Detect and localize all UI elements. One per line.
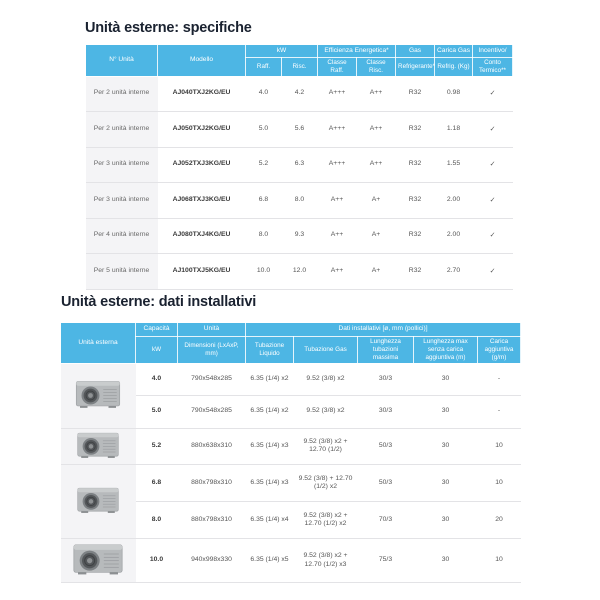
cell-tubazione-gas: 9.52 (3/8) x2 + 12.70 (1/2) x2 (294, 502, 358, 539)
column-header-classe-raff: Classe Raff. (318, 58, 357, 77)
cell-carica-aggiuntiva: 10 (478, 539, 521, 583)
cell-n-unita: Per 3 unità interne (86, 182, 158, 218)
table-row (61, 539, 521, 583)
cell-gas: R32 (396, 147, 435, 182)
cell-classe-risc: A+ (357, 182, 396, 218)
column-header-raff: Raff. (246, 58, 282, 77)
cell-capacita: 8.0 (136, 502, 178, 539)
cell-kw-risc: 8.0 (282, 182, 318, 218)
column-header-carica-bottom: Refrig. (Kg) (435, 58, 473, 77)
cell-kw-risc: 5.6 (282, 111, 318, 147)
column-header-unita-esterna: Unità esterna (61, 323, 136, 364)
column-header-gas-bottom: Refrigerante* (396, 58, 435, 77)
cell-n-unita: Per 4 unità interne (86, 218, 158, 253)
cell-lunghezza-massima: 30/3 (358, 363, 414, 395)
cell-lunghezza-massima: 30/3 (358, 395, 414, 428)
cell-tubazione-gas: 9.52 (3/8) x2 (294, 395, 358, 428)
cell-gas: R32 (396, 218, 435, 253)
table-row (86, 111, 513, 147)
column-group-efficienza: Efficienza Energetica* (318, 45, 396, 58)
cell-kw-raff: 4.0 (246, 76, 282, 111)
cell-classe-risc: A++ (357, 147, 396, 182)
cell-lunghezza-massima: 75/3 (358, 539, 414, 583)
table-row (86, 182, 513, 218)
cell-capacita: 6.8 (136, 465, 178, 502)
install-header-row-1 (61, 323, 521, 337)
cell-kw-risc: 12.0 (282, 253, 318, 289)
column-group-dati-installativi: Dati installativi [ø, mm (pollici)] (246, 323, 521, 337)
spec-header-row-1 (86, 45, 513, 58)
table-row (86, 253, 513, 289)
cell-lunghezza-massima: 50/3 (358, 465, 414, 502)
column-header-carica-top: Carica Gas (435, 45, 473, 58)
cell-kw-risc: 6.3 (282, 147, 318, 182)
outdoor-unit-image (77, 484, 119, 516)
cell-lunghezza-senza-carica: 30 (414, 363, 478, 395)
cell-modello: AJ100TXJ5KG/EU (158, 253, 246, 289)
cell-tubazione-liquido: 6.35 (1/4) x5 (246, 539, 294, 583)
cell-carica-aggiuntiva: 10 (478, 465, 521, 502)
checkmark-icon: ✓ (473, 76, 513, 111)
column-header-modello: Modello (158, 45, 246, 77)
cell-carica: 0.98 (435, 76, 473, 111)
cell-carica: 1.55 (435, 147, 473, 182)
cell-n-unita: Per 2 unità interne (86, 111, 158, 147)
column-header-capacita: Capacità (136, 323, 178, 337)
cell-classe-risc: A++ (357, 111, 396, 147)
cell-kw-raff: 5.2 (246, 147, 282, 182)
cell-capacita: 10.0 (136, 539, 178, 583)
cell-classe-raff: A++ (318, 182, 357, 218)
cell-classe-raff: A++ (318, 218, 357, 253)
cell-dimensioni: 880x798x310 (178, 465, 246, 502)
cell-classe-raff: A++ (318, 253, 357, 289)
column-header-classe-risc: Classe Risc. (357, 58, 396, 77)
outdoor-unit-image (75, 379, 121, 409)
cell-tubazione-liquido: 6.35 (1/4) x3 (246, 465, 294, 502)
cell-dimensioni: 790x548x285 (178, 363, 246, 395)
cell-carica: 2.00 (435, 182, 473, 218)
cell-modello: AJ080TXJ4KG/EU (158, 218, 246, 253)
cell-modello: AJ040TXJ2KG/EU (158, 76, 246, 111)
column-header-tubazione-liquido: Tubazione Liquido (246, 337, 294, 364)
table-row (61, 465, 521, 502)
cell-capacita: 4.0 (136, 363, 178, 395)
cell-tubazione-gas: 9.52 (3/8) x2 + 12.70 (1/2) (294, 428, 358, 465)
checkmark-icon: ✓ (473, 218, 513, 253)
column-header-tubazione-gas: Tubazione Gas (294, 337, 358, 364)
table-row (86, 147, 513, 182)
cell-dimensioni: 880x798x310 (178, 502, 246, 539)
column-header-risc: Risc. (282, 58, 318, 77)
install-table-container (60, 322, 520, 583)
column-header-incentivo-bottom: Conto Termico** (473, 58, 513, 77)
outdoor-unit-image-cell (61, 539, 136, 583)
cell-carica-aggiuntiva: 20 (478, 502, 521, 539)
column-header-carica-aggiuntiva: Carica aggiuntiva (g/m) (478, 337, 521, 364)
cell-carica: 2.70 (435, 253, 473, 289)
cell-kw-raff: 8.0 (246, 218, 282, 253)
cell-carica-aggiuntiva: - (478, 363, 521, 395)
outdoor-unit-image (73, 541, 123, 577)
cell-n-unita: Per 3 unità interne (86, 147, 158, 182)
cell-gas: R32 (396, 111, 435, 147)
column-header-n-unita: N° Unità (86, 45, 158, 77)
install-table (60, 322, 521, 583)
cell-carica-aggiuntiva: - (478, 395, 521, 428)
cell-classe-risc: A++ (357, 76, 396, 111)
cell-classe-risc: A+ (357, 253, 396, 289)
cell-modello: AJ068TXJ3KG/EU (158, 182, 246, 218)
column-header-dimensioni: Dimensioni (LxAxP, mm) (178, 337, 246, 364)
checkmark-icon: ✓ (473, 147, 513, 182)
cell-kw-risc: 4.2 (282, 76, 318, 111)
column-header-lunghezza-massima: Lunghezza tubazioni massima (358, 337, 414, 364)
cell-kw-raff: 6.8 (246, 182, 282, 218)
cell-kw-raff: 5.0 (246, 111, 282, 147)
cell-kw-raff: 10.0 (246, 253, 282, 289)
cell-dimensioni: 940x998x330 (178, 539, 246, 583)
cell-n-unita: Per 2 unità interne (86, 76, 158, 111)
cell-dimensioni: 880x638x310 (178, 428, 246, 465)
cell-gas: R32 (396, 253, 435, 289)
cell-lunghezza-senza-carica: 30 (414, 465, 478, 502)
cell-classe-raff: A+++ (318, 111, 357, 147)
checkmark-icon: ✓ (473, 182, 513, 218)
cell-lunghezza-senza-carica: 30 (414, 502, 478, 539)
cell-gas: R32 (396, 76, 435, 111)
table-row (86, 76, 513, 111)
section-title-dati-installativi: Unità esterne: dati installativi (61, 294, 257, 310)
cell-lunghezza-massima: 70/3 (358, 502, 414, 539)
cell-lunghezza-senza-carica: 30 (414, 539, 478, 583)
cell-carica-aggiuntiva: 10 (478, 428, 521, 465)
cell-classe-raff: A+++ (318, 76, 357, 111)
cell-n-unita: Per 5 unità interne (86, 253, 158, 289)
cell-tubazione-gas: 9.52 (3/8) + 12.70 (1/2) x2 (294, 465, 358, 502)
column-group-unita: Unità (178, 323, 246, 337)
table-row (61, 363, 521, 395)
spec-table (85, 44, 513, 290)
cell-capacita: 5.0 (136, 395, 178, 428)
column-header-incentivo-top: Incentivo/ (473, 45, 513, 58)
cell-modello: AJ050TXJ2KG/EU (158, 111, 246, 147)
cell-tubazione-liquido: 6.35 (1/4) x2 (246, 363, 294, 395)
cell-classe-raff: A+++ (318, 147, 357, 182)
column-header-kw: kW (136, 337, 178, 364)
cell-dimensioni: 790x548x285 (178, 395, 246, 428)
cell-lunghezza-senza-carica: 30 (414, 395, 478, 428)
cell-tubazione-liquido: 6.35 (1/4) x4 (246, 502, 294, 539)
cell-kw-risc: 9.3 (282, 218, 318, 253)
outdoor-unit-image (77, 430, 119, 460)
section-title-specifiche: Unità esterne: specifiche (85, 20, 252, 36)
outdoor-unit-image-cell (61, 465, 136, 539)
checkmark-icon: ✓ (473, 253, 513, 289)
cell-tubazione-gas: 9.52 (3/8) x2 + 12.70 (1/2) x3 (294, 539, 358, 583)
cell-lunghezza-senza-carica: 30 (414, 428, 478, 465)
table-row (86, 218, 513, 253)
cell-classe-risc: A+ (357, 218, 396, 253)
cell-carica: 1.18 (435, 111, 473, 147)
column-header-gas-top: Gas (396, 45, 435, 58)
column-header-lunghezza-senza-carica: Lunghezza max senza carica aggiuntiva (m) (414, 337, 478, 364)
outdoor-unit-image-cell (61, 363, 136, 428)
checkmark-icon: ✓ (473, 111, 513, 147)
cell-carica: 2.00 (435, 218, 473, 253)
table-row (61, 428, 521, 465)
column-group-kw: kW (246, 45, 318, 58)
cell-lunghezza-massima: 50/3 (358, 428, 414, 465)
spec-table-container (85, 44, 512, 290)
cell-tubazione-liquido: 6.35 (1/4) x2 (246, 395, 294, 428)
cell-tubazione-gas: 9.52 (3/8) x2 (294, 363, 358, 395)
outdoor-unit-image-cell (61, 428, 136, 465)
cell-gas: R32 (396, 182, 435, 218)
cell-capacita: 5.2 (136, 428, 178, 465)
cell-modello: AJ052TXJ3KG/EU (158, 147, 246, 182)
cell-tubazione-liquido: 6.35 (1/4) x3 (246, 428, 294, 465)
